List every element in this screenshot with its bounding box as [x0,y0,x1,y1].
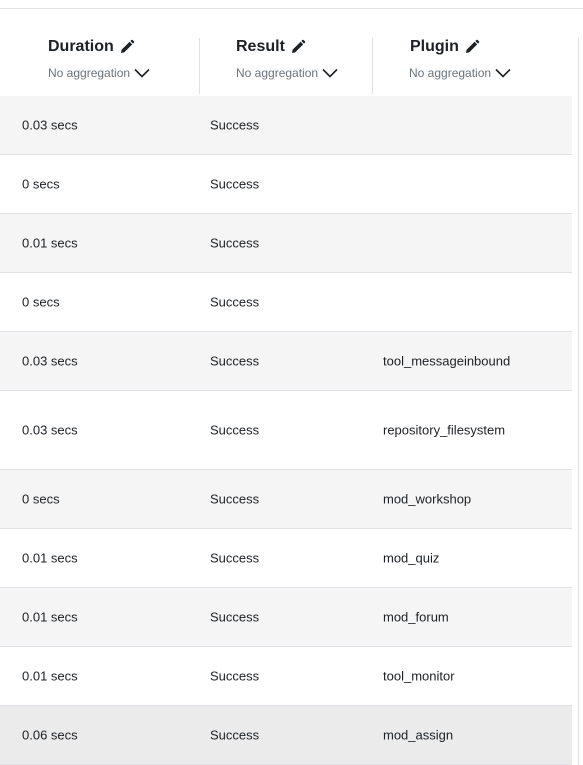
table-row [0,273,572,332]
result-cell: Success [210,727,260,743]
result-cell: Success [210,294,260,310]
column-title-text: Plugin [410,38,459,55]
result-cell: Success [210,235,260,251]
result-cell: Success [210,117,260,133]
table-row [0,529,572,588]
chevron-down-icon[interactable] [134,68,150,78]
chevron-down-icon[interactable] [322,68,338,78]
plugin-cell: mod_forum [383,609,449,625]
plugin-cell: mod_quiz [383,550,440,566]
plugin-cell: tool_monitor [383,668,455,684]
result-cell: Success [210,422,260,438]
result-cell: Success [210,176,260,192]
result-cell: Success [210,668,260,684]
column-title-text: Result [236,38,285,55]
plugin-cell: mod_assign [383,727,454,743]
table-header [0,38,572,98]
top-divider [0,8,583,9]
table-row [0,391,572,470]
pencil-icon[interactable] [119,39,135,55]
aggregation-label: No aggregation [236,66,319,80]
table-row [0,214,572,273]
result-cell: Success [210,609,260,625]
aggregation-select-plugin[interactable] [409,66,511,80]
plugin-cell: mod_workshop [383,491,472,507]
duration-cell: 0.03 secs [22,422,78,438]
column-header-plugin [372,38,573,94]
chevron-down-icon[interactable] [495,68,511,78]
result-cell: Success [210,353,260,369]
aggregation-label: No aggregation [48,66,131,80]
duration-cell: 0.01 secs [22,668,78,684]
result-cell: Success [210,550,260,566]
table-row [0,706,572,765]
column-title-plugin [410,38,480,56]
column-header-duration [48,38,198,94]
table-row [0,647,572,706]
duration-cell: 0.06 secs [22,727,78,743]
column-title-text: Duration [48,38,114,55]
column-header-result [199,38,372,94]
aggregation-select-result[interactable] [236,66,338,80]
duration-cell: 0 secs [22,176,60,192]
plugin-cell: tool_messageinbound [383,353,511,369]
table-row [0,588,572,647]
result-cell: Success [210,491,260,507]
column-title-result [236,38,306,56]
aggregation-select-duration[interactable] [48,66,150,80]
duration-cell: 0 secs [22,491,60,507]
duration-cell: 0.03 secs [22,353,78,369]
aggregation-label: No aggregation [409,66,492,80]
pencil-icon[interactable] [290,39,306,55]
table-row [0,470,572,529]
duration-cell: 0 secs [22,294,60,310]
table-row [0,96,572,155]
table-row [0,155,572,214]
duration-cell: 0.01 secs [22,550,78,566]
duration-cell: 0.01 secs [22,235,78,251]
pencil-icon[interactable] [464,39,480,55]
plugin-cell: repository_filesystem [383,422,506,438]
duration-cell: 0.01 secs [22,609,78,625]
column-title-duration [48,38,135,56]
table-row [0,332,572,391]
table-body [0,96,572,765]
duration-cell: 0.03 secs [22,117,78,133]
table-right-edge [578,38,579,765]
